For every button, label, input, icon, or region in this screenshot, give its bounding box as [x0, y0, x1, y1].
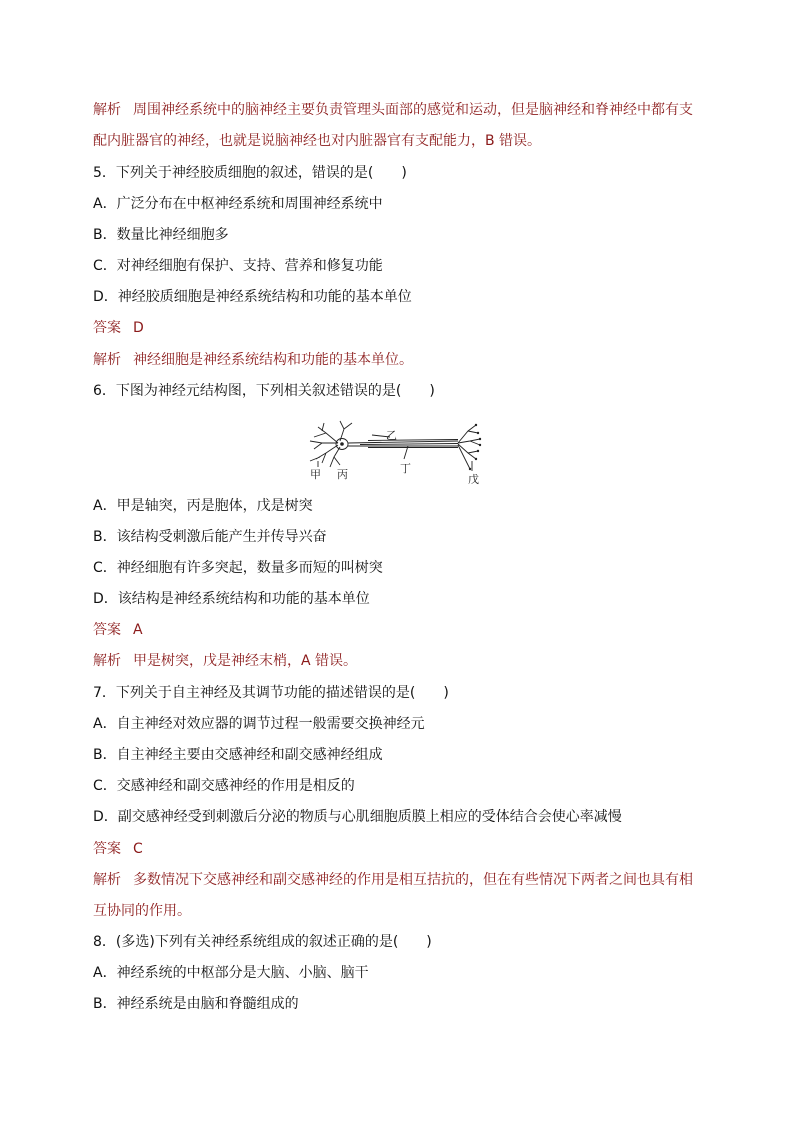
q6-option-d: D．该结构是神经系统结构和功能的基本单位: [93, 591, 370, 607]
q6-answer-value: A: [133, 622, 143, 638]
q6-explanation-label: 解析: [93, 653, 121, 669]
q7-option-a: A．自主神经对效应器的调节过程一般需要交换神经元: [93, 716, 425, 732]
q5-option-b: B．数量比神经细胞多: [93, 227, 229, 243]
q6-explanation: 解析 甲是树突，戊是神经末梢，A 错误。: [93, 653, 358, 669]
q5-explanation: 解析 神经细胞是神经系统结构和功能的基本单位。: [93, 352, 413, 368]
q5-option-d: D．神经胶质细胞是神经系统结构和功能的基本单位: [93, 289, 412, 305]
label-ding: 丁: [400, 462, 411, 475]
q7-option-d: D．副交感神经受到刺激后分泌的物质与心肌细胞质膜上相应的受体结合会使心率减慢: [93, 809, 622, 825]
q7-explanation-line1: 解析 多数情况下交感神经和副交感神经的作用是相互拮抗的，但在有些情况下两者之间也具有相: [93, 872, 693, 888]
q7-answer: [93, 839, 143, 859]
q4-explanation-line1: 解析 周围神经系统中的脑神经主要负责管理头面部的感觉和运动，但是脑神经和脊神经中都有支: [93, 102, 693, 118]
q4-explanation-line2: 配内脏器官的神经，也就是说脑神经也对内脏器官有支配能力，B 错误。: [93, 133, 542, 149]
neuron-diagram: [300, 415, 485, 487]
q5-answer-label: 答案: [93, 320, 121, 336]
label-jia: 甲: [310, 468, 321, 481]
label-bing: 丙: [337, 468, 348, 481]
q7-answer-label: 答案: [93, 841, 121, 857]
q7-explanation-label: 解析: [93, 872, 121, 888]
q6-option-c: C．神经细胞有许多突起，数量多而短的叫树突: [93, 560, 383, 576]
label-yi: 乙: [386, 429, 397, 442]
q6-option-a: A．甲是轴突，丙是胞体，戊是树突: [93, 498, 313, 514]
q6-answer-label: 答案: [93, 622, 121, 638]
q5-stem: 5．下列关于神经胶质细胞的叙述，错误的是( ): [93, 165, 407, 181]
q7-answer-value: C: [133, 841, 143, 857]
q6-answer: [93, 620, 143, 640]
q7-stem: 7．下列关于自主神经及其调节功能的描述错误的是( ): [93, 685, 449, 701]
q5-answer: [93, 318, 144, 338]
q8-option-b: B．神经系统是由脑和脊髓组成的: [93, 996, 299, 1012]
q6-option-b: B．该结构受刺激后能产生并传导兴奋: [93, 529, 327, 545]
q8-option-a: A．神经系统的中枢部分是大脑、小脑、脑干: [93, 965, 369, 981]
q5-option-c: C．对神经细胞有保护、支持、营养和修复功能: [93, 258, 383, 274]
q4-explanation-label: 解析: [93, 102, 121, 118]
label-wu: 戊: [468, 473, 479, 486]
q6-stem: 6．下图为神经元结构图，下列相关叙述错误的是( ): [93, 383, 435, 399]
q8-stem: 8．(多选)下列有关神经系统组成的叙述正确的是( ): [93, 934, 432, 950]
q5-answer-value: D: [133, 320, 144, 336]
q5-explanation-label: 解析: [93, 352, 121, 368]
q5-option-a: A．广泛分布在中枢神经系统和周围神经系统中: [93, 196, 383, 212]
q7-explanation-line2: 互协同的作用。: [93, 903, 191, 919]
q7-option-b: B．自主神经主要由交感神经和副交感神经组成: [93, 747, 383, 763]
q7-option-c: C．交感神经和副交感神经的作用是相反的: [93, 778, 355, 794]
